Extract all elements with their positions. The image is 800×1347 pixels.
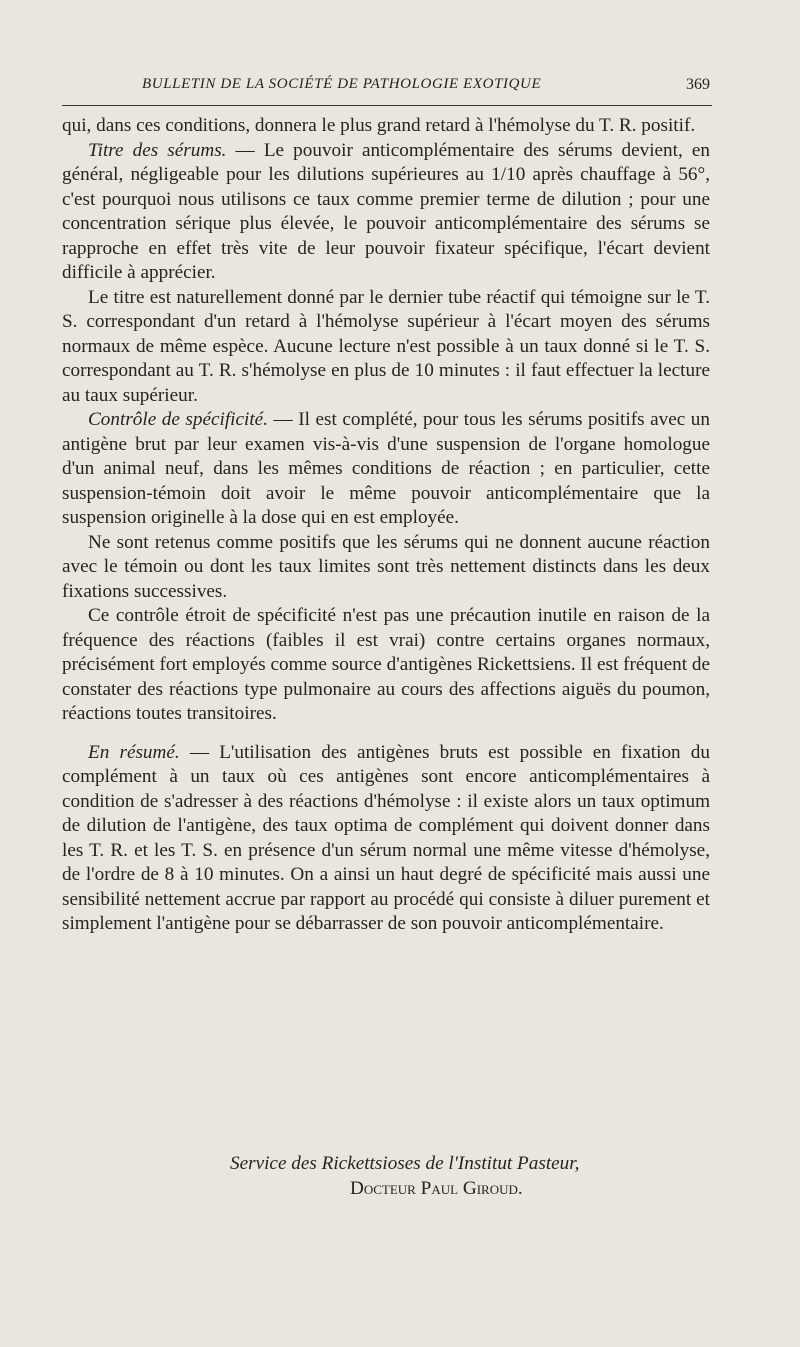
paragraph-3: Le titre est naturellement donné par le dernier tube réactif qui témoigne sur le T. S. correspondant d'un retard à l'hémolyse supérieur à l'écart moyen des sérums normaux de même espèce. Aucune lecture n'est possible à un taux donné si le T. S. correspondant au T. R. s'hémolyse en plus de 10 minutes : il faut effectuer la lecture au taux supérieur.	[62, 286, 710, 406]
paragraph-1: qui, dans ces conditions, donnera le plus grand retard à l'hémolyse du T. R. positif.	[62, 115, 696, 136]
section-lead-controle: Contrôle de spécificité.	[88, 409, 268, 430]
paragraph-2	[62, 139, 710, 286]
paragraph-4-text: — Il est complété, pour tous les sérums positifs avec un antigène brut par leur examen vis-à-vis d'une suspension de l'organe homologue d'un animal neuf, dans les mêmes conditions de réaction ; en particulier, cette suspension-témoin doit avoir le même pouvoir anticomplémentaire que la suspension originelle à la dose qui en est employée.	[62, 409, 710, 528]
section-lead-titre: Titre des sérums.	[88, 139, 227, 161]
paragraph-7	[62, 741, 710, 937]
paragraph-2-text: — Le pouvoir anticomplémentaire des sérums devient, en général, négligeable pour les dilutions supérieures au 1/10 après chauffage à 56°, c'est pourquoi nous utilisons ce taux comme premier terme de dilution ; pour une concentration sérique plus élevée, le pouvoir anticomplémentaire des sérums se rapproche en effet très vite de leur pouvoir fixateur spécifique, l'écart devient difficile à apprécier.	[62, 139, 710, 283]
paragraph-5: Ne sont retenus comme positifs que les sérums qui ne donnent aucune réaction avec le témoin ou dont les taux limites sont très nettement distincts dans les deux fixations successives.	[62, 531, 710, 602]
paragraph-7-text: — L'utilisation des antigènes bruts est possible en fixation du complément à un taux où ces antigènes sont encore anticomplémentaires à condition de s'adresser à des réactions d'hémolyse : il existe alors un taux optimum de dilution de l'antigène, des taux optima de complément qui doivent donner dans les T. R. et les T. S. en présence d'un sérum normal une même vitesse d'hémolyse, de l'ordre de 8 à 10 minutes. On a ainsi un haut degré de spécificité mais aussi une sensibilité nettement accrue par rapport au procédé qui consiste à diluer purement et simplement l'antigène pour se débarrasser de son pouvoir anticomplémentaire.	[62, 741, 710, 934]
paragraph-4	[62, 408, 710, 531]
header-rule	[62, 105, 712, 106]
institution-line: Service des Rickettsioses de l'Institut Pasteur,	[230, 1153, 580, 1174]
paragraph-6: Ce contrôle étroit de spécificité n'est pas une précaution inutile en raison de la fréquence des réactions (faibles il est vrai) contre certains organes normaux, précisément fort employés comme source d'antigènes Rickettsiens. Il est fréquent de constater des réactions type pulmonaire au cours des affections aiguës du poumon, réactions toutes transitoires.	[62, 605, 710, 724]
article-body	[62, 114, 710, 937]
author-line: Docteur Paul Giroud.	[350, 1178, 523, 1199]
page-number: 369	[686, 76, 710, 93]
section-lead-resume: En résumé.	[88, 741, 180, 763]
journal-title: BULLETIN DE LA SOCIÉTÉ DE PATHOLOGIE EXOTIQUE	[142, 76, 542, 92]
running-header	[62, 76, 712, 96]
